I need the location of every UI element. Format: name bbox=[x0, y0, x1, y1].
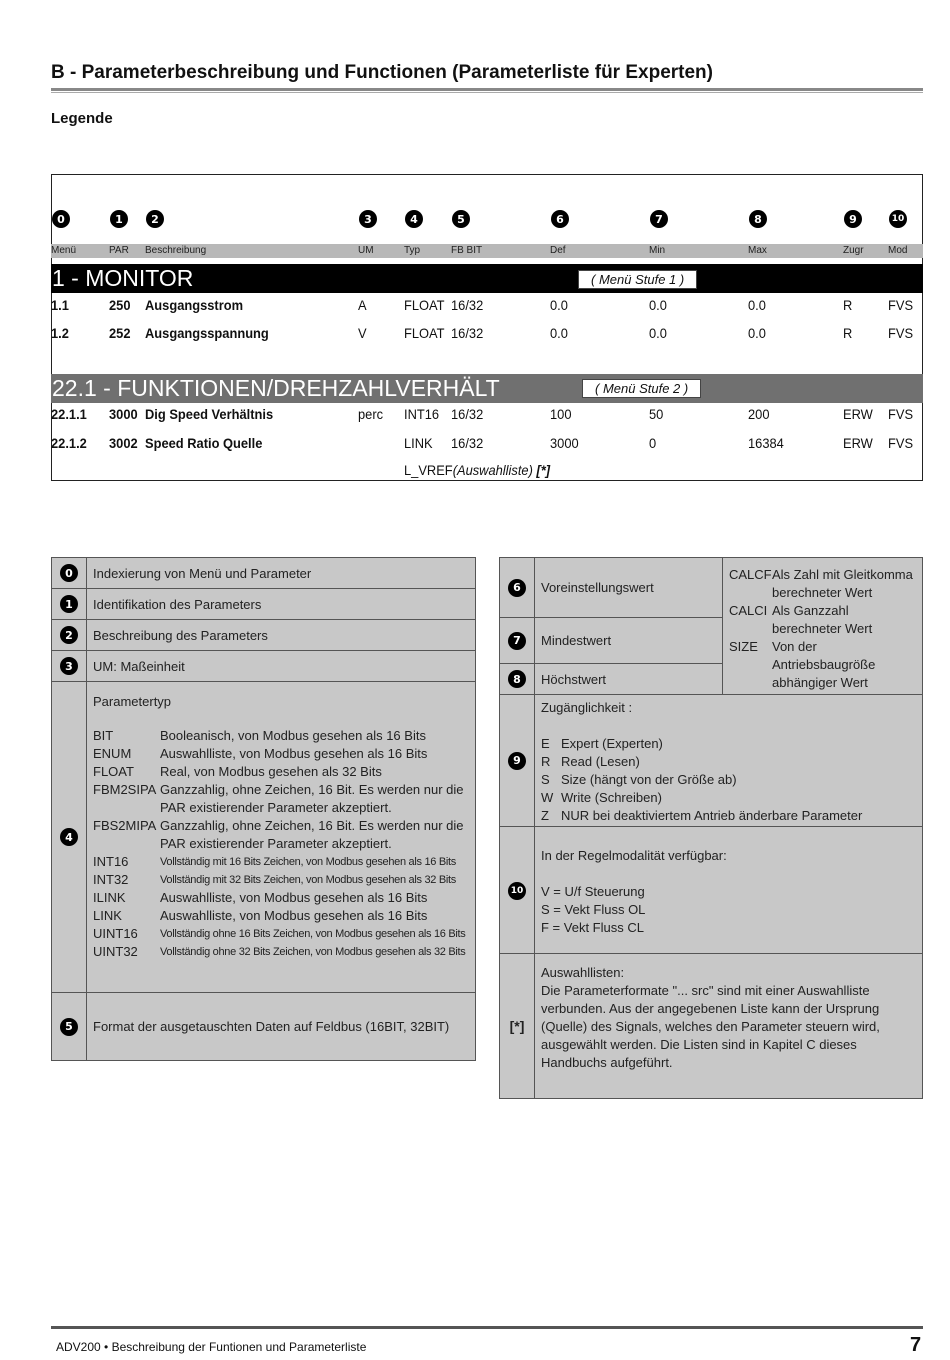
type-key: ILINK bbox=[93, 890, 126, 905]
cell-desc: Speed Ratio Quelle bbox=[145, 435, 263, 451]
mode-item: V = U/f Steuerung bbox=[541, 884, 645, 899]
col-header-typ: Typ bbox=[404, 245, 421, 256]
access-value: Size (hängt von der Größe ab) bbox=[561, 772, 737, 787]
calc-value: Als Zahl mit Gleitkomma berechneter Wert bbox=[772, 567, 913, 600]
parameter-types-cell bbox=[87, 682, 476, 993]
calc-value: Als Ganzzahl berechneter Wert bbox=[772, 603, 873, 636]
cell-fb: 16/32 bbox=[451, 435, 484, 451]
cell-mod: FVS bbox=[888, 297, 914, 313]
number-7-icon: 7 bbox=[508, 632, 526, 650]
type-value: Vollständig ohne 16 Bits Zeichen, von Modbus gesehen als 16 Bits bbox=[160, 928, 466, 940]
number-1-icon: 1 bbox=[60, 595, 78, 613]
legend-row bbox=[52, 558, 476, 589]
cell-typ: LINK bbox=[404, 435, 433, 451]
cell-mod: FVS bbox=[888, 325, 914, 341]
number-3-icon: 3 bbox=[359, 210, 377, 228]
calc-key: CALCF bbox=[729, 567, 772, 582]
col-header-menu: Menü bbox=[51, 245, 77, 256]
number-7-icon: 7 bbox=[650, 210, 668, 228]
type-value: Vollständig mit 16 Bits Zeichen, von Modbus gesehen als 16 Bits bbox=[160, 856, 457, 868]
calc-value: Von der Antriebsbaugröße abhängiger Wert bbox=[772, 639, 876, 690]
legend-row bbox=[500, 954, 923, 1099]
submenu-level-label: ( Menü Stufe 2 ) bbox=[582, 379, 701, 398]
number-8-icon: 8 bbox=[508, 670, 526, 688]
cell-zugr: R bbox=[843, 325, 853, 341]
number-6-icon: 6 bbox=[551, 210, 569, 228]
cell-um: V bbox=[358, 325, 367, 341]
col-header-description: Beschreibung bbox=[145, 245, 207, 256]
cell-um: perc bbox=[358, 406, 384, 422]
cell-def: 3000 bbox=[550, 435, 579, 451]
page-title: B - Parameterbeschreibung und Functionen (Parameterliste für Experten) bbox=[51, 62, 713, 83]
cell-max: 0.0 bbox=[748, 325, 766, 341]
legend-text: Indexierung von Menü und Parameter bbox=[87, 558, 476, 589]
cell-min: 0 bbox=[649, 435, 657, 451]
legend-row bbox=[52, 589, 476, 620]
cell-fb: 16/32 bbox=[451, 406, 484, 422]
cell-zugr: R bbox=[843, 297, 853, 313]
number-5-icon: 5 bbox=[60, 1018, 78, 1036]
cell-desc: Ausgangsspannung bbox=[145, 325, 269, 341]
mode-item: F = Vekt Fluss CL bbox=[541, 920, 644, 935]
type-key: FLOAT bbox=[93, 764, 134, 779]
calc-values-cell bbox=[723, 558, 923, 695]
cell-mod: FVS bbox=[888, 406, 914, 422]
number-10-icon: 10 bbox=[889, 210, 907, 228]
cell-zugr: ERW bbox=[843, 435, 873, 451]
type-value: Real, von Modbus gesehen als 32 Bits bbox=[160, 764, 382, 779]
access-value: NUR bei deaktiviertem Antrieb änderbare Parameter bbox=[561, 808, 863, 823]
legend-table-left bbox=[51, 557, 476, 1061]
access-key: Z bbox=[541, 808, 549, 823]
page-number: 7 bbox=[910, 1334, 922, 1356]
type-value: Booleanisch, von Modbus gesehen als 16 Bits bbox=[160, 728, 426, 743]
number-0-icon: 0 bbox=[60, 564, 78, 582]
cell-def: 100 bbox=[550, 406, 572, 422]
selection-lists-text: Die Parameterformate "... src" sind mit einer Auswahlliste verbunden. Aus der angegebenen Liste kann der Ursprung (Quelle) des Signals, welches den Parameter steuern wird, ausgewählt werden. Die Listen sind in Kapitel C dieses Handbuchs aufgeführt. bbox=[541, 983, 880, 1070]
access-key: E bbox=[541, 736, 550, 751]
number-9-icon: 9 bbox=[508, 752, 526, 770]
selection-lists-cell bbox=[535, 954, 923, 1099]
parameter-types-list bbox=[93, 727, 469, 961]
col-header-zugr: Zugr bbox=[843, 245, 864, 256]
legend-row bbox=[52, 682, 476, 993]
legend-text: Höchstwert bbox=[535, 664, 723, 695]
col-header-max: Max bbox=[748, 245, 767, 256]
calc-key: CALCI bbox=[729, 603, 768, 618]
access-value: Write (Schreiben) bbox=[561, 790, 662, 805]
number-4-icon: 4 bbox=[60, 828, 78, 846]
type-key: ENUM bbox=[93, 746, 132, 761]
cell-max: 0.0 bbox=[748, 297, 766, 313]
legend-text: Identifikation des Parameters bbox=[87, 589, 476, 620]
cell-um: A bbox=[358, 297, 367, 313]
title-rule bbox=[51, 88, 923, 91]
cell-par: 250 bbox=[109, 297, 131, 313]
type-value: Vollständig ohne 32 Bits Zeichen, von Modbus gesehen als 32 Bits bbox=[160, 946, 466, 958]
calc-key: SIZE bbox=[729, 639, 758, 654]
star-marker: [*] bbox=[500, 954, 535, 1099]
parameter-types-title: Parametertyp bbox=[93, 694, 172, 709]
access-cell bbox=[535, 695, 923, 827]
col-header-def: Def bbox=[550, 245, 566, 256]
col-header-fb-bit: FB BIT bbox=[451, 245, 483, 256]
cell-menu: 22.1.2 bbox=[51, 435, 87, 451]
cell-zugr: ERW bbox=[843, 406, 873, 422]
col-header-min: Min bbox=[649, 245, 666, 256]
access-key: S bbox=[541, 772, 550, 787]
cell-def: 0.0 bbox=[550, 297, 568, 313]
list-note-star: [*] bbox=[536, 462, 551, 478]
footer-rule bbox=[51, 1326, 923, 1329]
number-1-icon: 1 bbox=[110, 210, 128, 228]
selection-lists-title: Auswahllisten: bbox=[541, 965, 625, 980]
type-key: FBM2SIPA bbox=[93, 782, 157, 797]
menu-level-label: ( Menü Stufe 1 ) bbox=[578, 270, 697, 289]
type-key: BIT bbox=[93, 728, 114, 743]
access-value: Expert (Experten) bbox=[561, 736, 663, 751]
list-note bbox=[404, 462, 550, 478]
number-0-icon: 0 bbox=[52, 210, 70, 228]
legend-heading: Legende bbox=[51, 110, 113, 127]
access-value: Read (Lesen) bbox=[561, 754, 640, 769]
type-key: LINK bbox=[93, 908, 122, 923]
legend-text: Format der ausgetauschten Daten auf Feldbus (16BIT, 32BIT) bbox=[87, 993, 476, 1061]
number-5-icon: 5 bbox=[452, 210, 470, 228]
number-2-icon: 2 bbox=[60, 626, 78, 644]
cell-desc: Ausgangsstrom bbox=[145, 297, 244, 313]
list-note-italic: (Auswahlliste) bbox=[452, 462, 533, 478]
cell-fb: 16/32 bbox=[451, 325, 484, 341]
type-key: INT16 bbox=[93, 854, 129, 869]
legend-text: Beschreibung des Parameters bbox=[87, 620, 476, 651]
type-key: UINT32 bbox=[93, 944, 138, 959]
type-key: FBS2MIPA bbox=[93, 818, 157, 833]
legend-row bbox=[52, 651, 476, 682]
modes-cell bbox=[535, 827, 923, 954]
cell-par: 252 bbox=[109, 325, 131, 341]
access-key: W bbox=[541, 790, 554, 805]
list-note-name: L_VREF bbox=[404, 462, 453, 478]
submenu-section-title: 22.1 - FUNKTIONEN/DREHZAHLVERHÄLT bbox=[52, 375, 500, 401]
cell-max: 16384 bbox=[748, 435, 784, 451]
access-key: R bbox=[541, 754, 551, 769]
cell-typ: FLOAT bbox=[404, 325, 445, 341]
mode-item: S = Vekt Fluss OL bbox=[541, 902, 646, 917]
number-2-icon: 2 bbox=[146, 210, 164, 228]
legend-row bbox=[52, 620, 476, 651]
legend-row bbox=[500, 695, 923, 827]
type-value: Vollständig mit 32 Bits Zeichen, von Modbus gesehen als 32 Bits bbox=[160, 874, 457, 886]
col-header-par: PAR bbox=[109, 245, 129, 256]
cell-menu: 1.2 bbox=[51, 325, 69, 341]
cell-max: 200 bbox=[748, 406, 770, 422]
col-header-um: UM bbox=[358, 245, 374, 256]
type-value: Auswahlliste, von Modbus gesehen als 16 Bits bbox=[160, 908, 428, 923]
number-3-icon: 3 bbox=[60, 657, 78, 675]
cell-min: 0.0 bbox=[649, 325, 667, 341]
legend-row bbox=[500, 827, 923, 954]
cell-menu: 22.1.1 bbox=[51, 406, 87, 422]
legend-text: Mindestwert bbox=[535, 618, 723, 664]
cell-fb: 16/32 bbox=[451, 297, 484, 313]
cell-desc: Dig Speed Verhältnis bbox=[145, 406, 274, 422]
type-value: Auswahlliste, von Modbus gesehen als 16 Bits bbox=[160, 890, 428, 905]
type-key: UINT16 bbox=[93, 926, 138, 941]
legend-text: UM: Maßeinheit bbox=[87, 651, 476, 682]
type-value: Ganzzahlig, ohne Zeichen, 16 Bit. Es werden nur die PAR existierender Parameter akzeptiert. bbox=[160, 818, 464, 851]
type-key: INT32 bbox=[93, 872, 129, 887]
title-rule-thin bbox=[51, 92, 923, 93]
col-header-mod: Mod bbox=[888, 245, 908, 256]
access-title: Zugänglichkeit : bbox=[541, 700, 633, 715]
number-6-icon: 6 bbox=[508, 579, 526, 597]
modes-title: In der Regelmodalität verfügbar: bbox=[541, 848, 727, 863]
legend-text: Voreinstellungswert bbox=[535, 558, 723, 618]
cell-typ: INT16 bbox=[404, 406, 440, 422]
cell-min: 50 bbox=[649, 406, 664, 422]
legend-table-right bbox=[499, 557, 923, 1099]
cell-typ: FLOAT bbox=[404, 297, 445, 313]
cell-par: 3002 bbox=[109, 435, 138, 451]
cell-mod: FVS bbox=[888, 435, 914, 451]
menu-section-title: 1 - MONITOR bbox=[52, 265, 194, 291]
type-value: Auswahlliste, von Modbus gesehen als 16 Bits bbox=[160, 746, 428, 761]
cell-menu: 1.1 bbox=[51, 297, 69, 313]
cell-min: 0.0 bbox=[649, 297, 667, 313]
footer-text: ADV200 • Beschreibung der Funtionen und Parameterliste bbox=[56, 1340, 367, 1354]
number-10-icon: 10 bbox=[508, 882, 526, 900]
number-4-icon: 4 bbox=[405, 210, 423, 228]
legend-row bbox=[52, 993, 476, 1061]
cell-def: 0.0 bbox=[550, 325, 568, 341]
legend-row bbox=[500, 558, 923, 618]
number-8-icon: 8 bbox=[749, 210, 767, 228]
number-9-icon: 9 bbox=[844, 210, 862, 228]
cell-par: 3000 bbox=[109, 406, 138, 422]
type-value: Ganzzahlig, ohne Zeichen, 16 Bit. Es werden nur die PAR existierender Parameter akzeptiert. bbox=[160, 782, 464, 815]
